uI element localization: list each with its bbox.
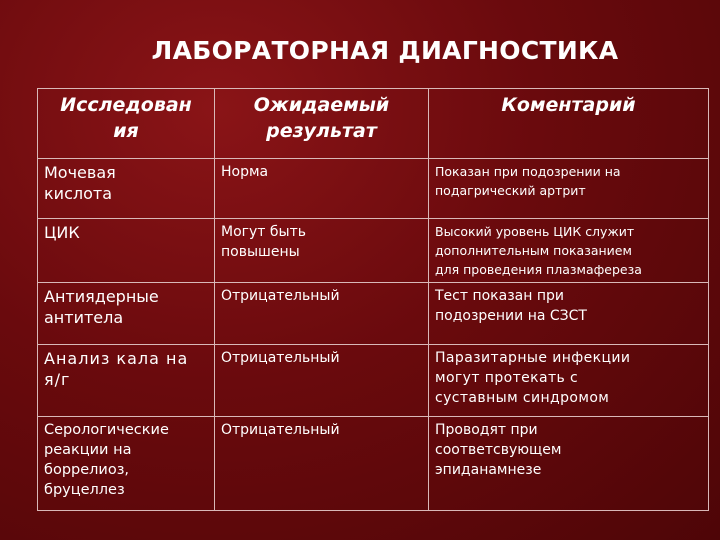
table-row [38, 159, 709, 219]
cell-test: ЦИК [38, 219, 215, 283]
cell-expected: Могут быть повышены [215, 219, 429, 283]
slide-title: ЛАБОРАТОРНАЯ ДИАГНОСТИКА [151, 36, 619, 65]
header-expected-result: Ожидаемый результат [215, 89, 429, 159]
cell-comment: Показан при подозрении на подагрический артрит [429, 159, 709, 219]
table-row [38, 219, 709, 283]
cell-comment: Паразитарные инфекции могут протекать с суставным синдромом [429, 345, 709, 417]
table-row [38, 417, 709, 511]
cell-test: Антиядерные антитела [38, 283, 215, 345]
header-comment: Коментарий [429, 89, 709, 159]
cell-test: Серологические реакции на боррелиоз, бруцеллез [38, 417, 215, 511]
diagnostics-table [37, 88, 709, 511]
table-row [38, 345, 709, 417]
cell-test: Мочевая кислота [38, 159, 215, 219]
table-header-row [38, 89, 709, 159]
cell-expected: Отрицательный [215, 345, 429, 417]
cell-comment: Тест показан при подозрении на СЗСТ [429, 283, 709, 345]
header-tests: Исследован ия [38, 89, 215, 159]
cell-expected: Отрицательный [215, 417, 429, 511]
cell-comment: Высокий уровень ЦИК служит дополнительным показанием для проведения плазмафереза [429, 219, 709, 283]
cell-expected: Норма [215, 159, 429, 219]
cell-comment: Проводят при соответсвующем эпиданамнезе [429, 417, 709, 511]
cell-test: Анализ кала на я/г [38, 345, 215, 417]
table-row [38, 283, 709, 345]
cell-expected: Отрицательный [215, 283, 429, 345]
